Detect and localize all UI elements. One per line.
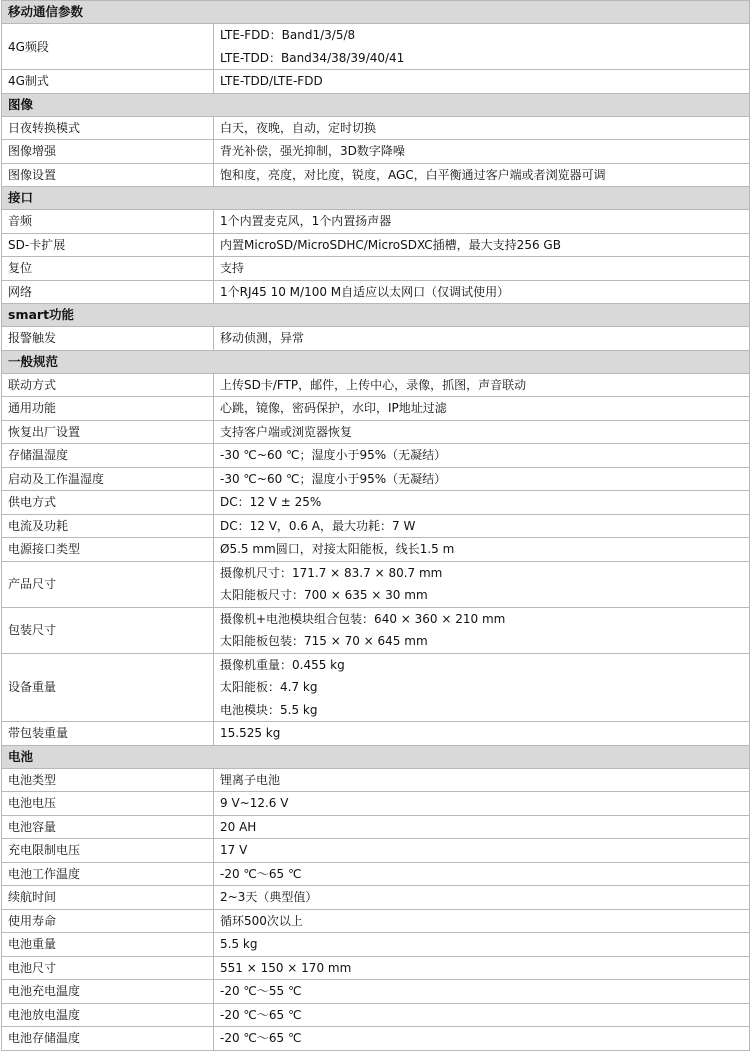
spec-label: SD-卡扩展 [2,233,214,257]
spec-row [2,467,750,491]
section-title: 接口 [2,187,750,210]
spec-value-line: 1个RJ45 10 M/100 M自适应以太网口（仅调试使用） [220,284,510,299]
spec-value [214,116,750,140]
spec-row [2,653,750,722]
spec-value [214,792,750,816]
spec-label: 启动及工作温湿度 [2,467,214,491]
spec-row [2,491,750,515]
spec-label: 续航时间 [2,886,214,910]
spec-row [2,24,750,70]
spec-value [214,444,750,468]
section-title: 移动通信参数 [2,1,750,24]
spec-table [1,0,750,1051]
spec-label: 复位 [2,257,214,281]
spec-table-body [2,1,750,1051]
spec-value-line: DC：12 V ± 25% [220,495,322,509]
spec-value-line: 心跳，镜像，密码保护，水印，IP地址过滤 [220,401,447,415]
spec-label: 设备重量 [2,653,214,722]
spec-label: 日夜转换模式 [2,116,214,140]
spec-label: 包装尺寸 [2,607,214,653]
spec-value-line: -20 ℃～65 ℃ [220,866,302,881]
spec-value-line: 内置MicroSD/MicroSDHC/MicroSDXC插槽，最大支持256 GB [220,237,561,252]
spec-value-line: 上传SD卡/FTP，邮件，上传中心，录像，抓图，声音联动 [220,377,527,392]
spec-value-line: 循环500次以上 [220,913,303,928]
spec-row [2,327,750,351]
spec-value [214,607,750,653]
spec-value-line: -30 ℃~60 ℃；湿度小于95%（无凝结） [220,448,447,462]
spec-value-line: 锂离子电池 [220,772,281,787]
section-header [2,1,750,24]
section-header [2,745,750,768]
spec-value-line: LTE-FDD：Band1/3/5/8 [220,28,356,42]
spec-value-line: LTE-TDD：Band34/38/39/40/41 [220,50,405,65]
section-header [2,93,750,116]
spec-value-line: 太阳能板尺寸：700 × 635 × 30 mm [220,588,428,602]
spec-value-line: -20 ℃～65 ℃ [220,1007,302,1022]
spec-row [2,956,750,980]
spec-value [214,839,750,863]
spec-value-line: 太阳能板包装：715 × 70 × 645 mm [220,634,428,648]
spec-value [214,233,750,257]
spec-value [214,933,750,957]
spec-label: 电池放电温度 [2,1003,214,1027]
spec-label: 电源接口类型 [2,538,214,562]
spec-value-line: 551 × 150 × 170 mm [220,960,352,975]
spec-row [2,257,750,281]
spec-value [214,70,750,94]
spec-label: 电池尺寸 [2,956,214,980]
spec-value [214,327,750,351]
spec-value [214,956,750,980]
spec-value [214,140,750,164]
spec-row [2,420,750,444]
spec-row [2,538,750,562]
spec-value-line: Ø5.5 mm圆口，对接太阳能板，线长1.5 m [220,542,455,556]
spec-value [214,561,750,607]
spec-row [2,886,750,910]
spec-label: 供电方式 [2,491,214,515]
spec-row [2,1003,750,1027]
spec-label: 恢复出厂设置 [2,420,214,444]
spec-row [2,815,750,839]
spec-value-line: -20 ℃～65 ℃ [220,1031,302,1045]
spec-label: 4G频段 [2,24,214,70]
spec-value-line: 电池模块：5.5 kg [220,702,318,717]
spec-label: 带包装重量 [2,722,214,746]
spec-label: 使用寿命 [2,909,214,933]
spec-label: 电池充电温度 [2,980,214,1004]
spec-label: 电池工作温度 [2,862,214,886]
spec-value-line: 摄像机+电池模块组合包装：640 × 360 × 210 mm [220,611,506,626]
spec-label: 电池存储温度 [2,1027,214,1051]
spec-value [214,1027,750,1051]
spec-label: 音频 [2,210,214,234]
spec-value [214,768,750,792]
spec-value [214,862,750,886]
spec-value [214,257,750,281]
spec-value [214,24,750,70]
spec-value-line: 9 V~12.6 V [220,796,289,810]
spec-label: 存储温湿度 [2,444,214,468]
spec-label: 通用功能 [2,397,214,421]
spec-row [2,397,750,421]
spec-row [2,233,750,257]
spec-label: 联动方式 [2,373,214,397]
spec-value-line: 20 AH [220,819,257,834]
spec-value-line: 太阳能板：4.7 kg [220,680,318,694]
spec-label: 图像设置 [2,163,214,187]
spec-value [214,420,750,444]
spec-row [2,163,750,187]
spec-row [2,514,750,538]
spec-value-line: 支持 [220,261,245,275]
spec-row [2,210,750,234]
spec-row [2,70,750,94]
spec-value-line: 2~3天（典型值） [220,890,318,904]
spec-row [2,607,750,653]
spec-row [2,722,750,746]
spec-value [214,280,750,304]
spec-row [2,862,750,886]
spec-value [214,514,750,538]
section-title: 电池 [2,745,750,768]
section-header [2,304,750,327]
spec-value [214,909,750,933]
spec-value [214,210,750,234]
spec-label: 产品尺寸 [2,561,214,607]
spec-row [2,980,750,1004]
spec-value-line: 饱和度，亮度，对比度，锐度，AGC，白平衡通过客户端或者浏览器可调 [220,167,606,182]
spec-label: 电池容量 [2,815,214,839]
spec-row [2,839,750,863]
section-title: 图像 [2,93,750,116]
spec-value-line: 1个内置麦克风，1个内置扬声器 [220,214,392,228]
spec-label: 电池电压 [2,792,214,816]
spec-label: 电池类型 [2,768,214,792]
spec-row [2,280,750,304]
spec-value-line: -20 ℃～55 ℃ [220,984,302,998]
spec-row [2,140,750,164]
spec-value-line: DC：12 V，0.6 A，最大功耗：7 W [220,518,416,533]
spec-label: 网络 [2,280,214,304]
spec-row [2,1027,750,1051]
spec-value-line: 5.5 kg [220,937,258,951]
spec-row [2,373,750,397]
spec-label: 充电限制电压 [2,839,214,863]
spec-label: 报警触发 [2,327,214,351]
spec-row [2,768,750,792]
spec-row [2,909,750,933]
spec-label: 图像增强 [2,140,214,164]
spec-row [2,933,750,957]
spec-value-line: 17 V [220,843,248,857]
spec-row [2,116,750,140]
spec-value-line: 白天，夜晚，自动，定时切换 [220,120,377,135]
section-title: smart功能 [2,304,750,327]
spec-value [214,722,750,746]
spec-value-line: 背光补偿，强光抑制，3D数字降噪 [220,144,405,158]
spec-label: 4G制式 [2,70,214,94]
spec-value [214,815,750,839]
spec-value-line: -30 ℃~60 ℃；湿度小于95%（无凝结） [220,471,447,486]
spec-value-line: 支持客户端或浏览器恢复 [220,424,353,439]
spec-value [214,653,750,722]
section-title: 一般规范 [2,350,750,373]
spec-row [2,561,750,607]
spec-value-line: 摄像机重量：0.455 kg [220,657,345,672]
spec-value [214,538,750,562]
spec-label: 电流及功耗 [2,514,214,538]
section-header [2,187,750,210]
spec-value-line: 移动侦测，异常 [220,331,305,345]
spec-row [2,792,750,816]
spec-value [214,980,750,1004]
spec-label: 电池重量 [2,933,214,957]
spec-value [214,373,750,397]
spec-value [214,886,750,910]
spec-value [214,467,750,491]
spec-value [214,163,750,187]
spec-value-line: 摄像机尺寸：171.7 × 83.7 × 80.7 mm [220,565,443,580]
spec-value-line: LTE-TDD/LTE-FDD [220,74,323,88]
spec-value [214,491,750,515]
section-header [2,350,750,373]
spec-value-line: 15.525 kg [220,726,281,740]
spec-row [2,444,750,468]
spec-value [214,397,750,421]
spec-value [214,1003,750,1027]
